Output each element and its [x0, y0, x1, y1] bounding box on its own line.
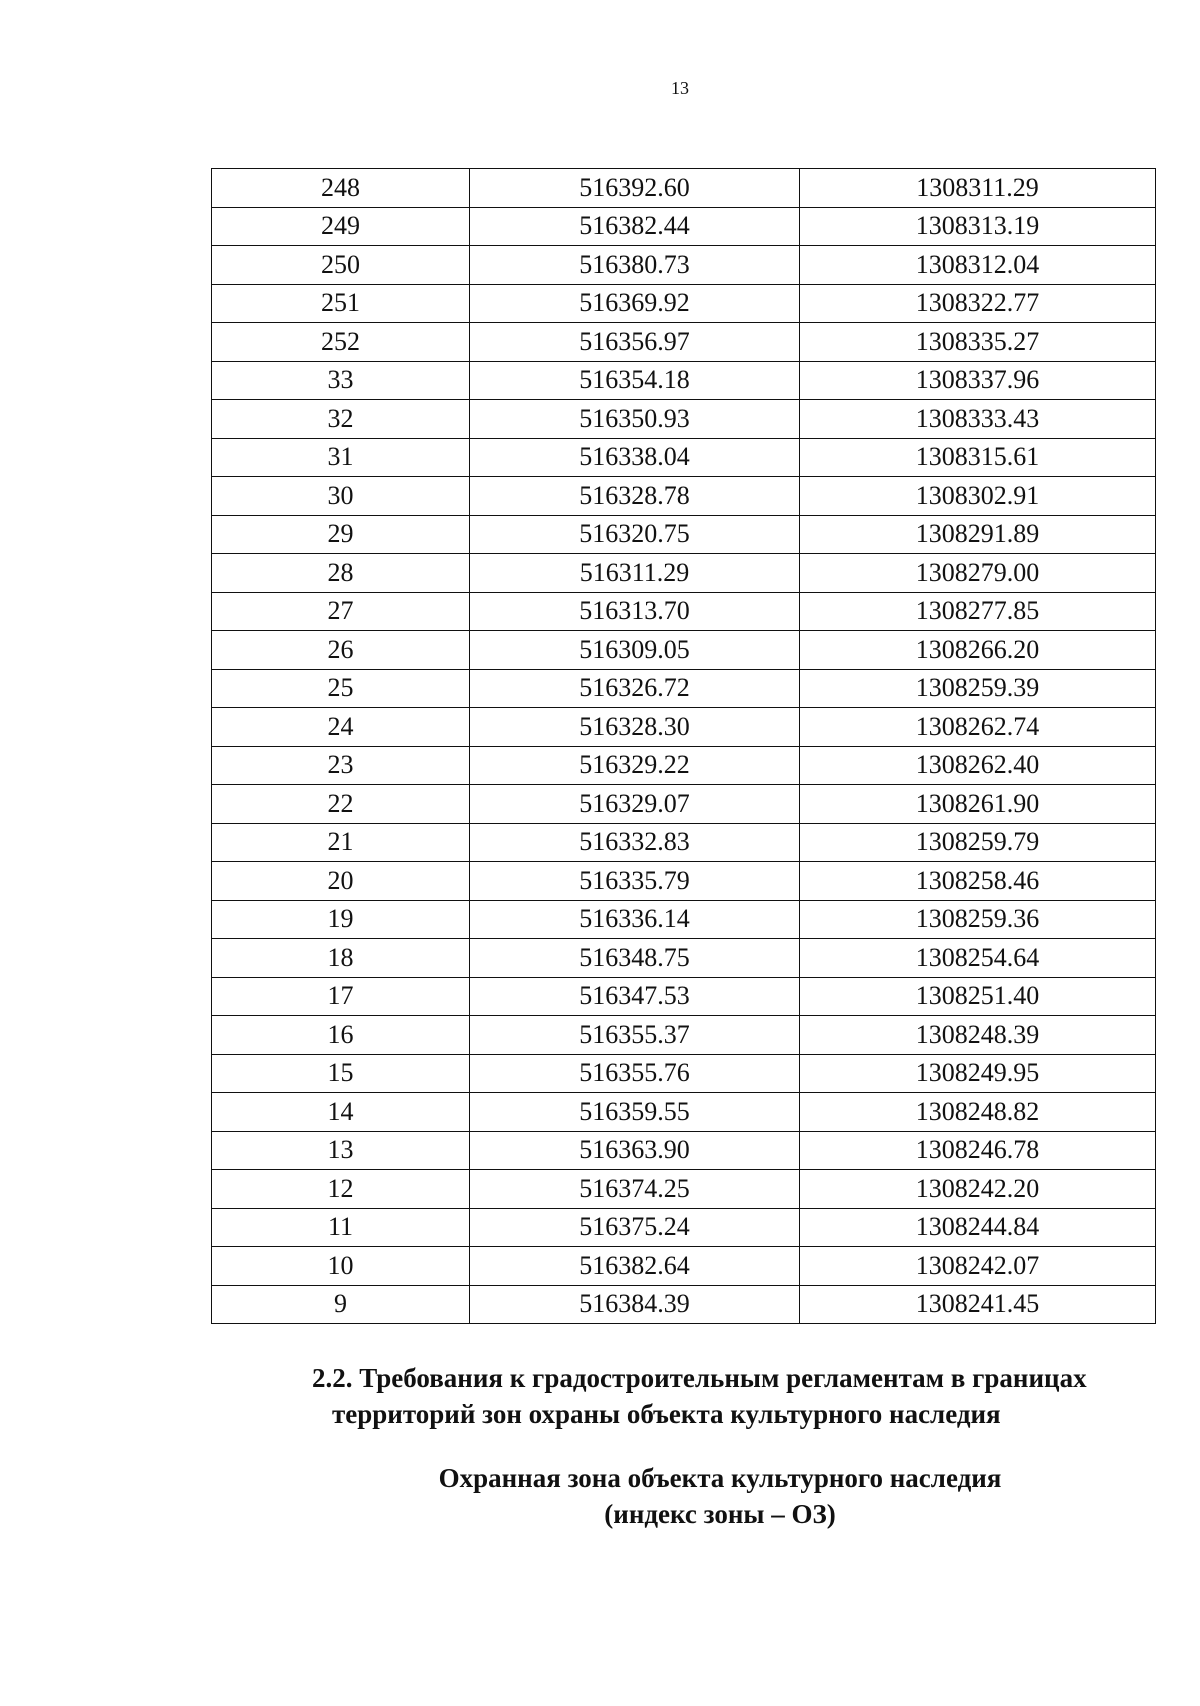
point-number-cell: 31 — [212, 438, 470, 477]
y-coordinate-cell: 1308262.40 — [800, 746, 1156, 785]
coordinates-table-body — [212, 169, 1156, 1324]
point-number-cell: 19 — [212, 900, 470, 939]
point-number-cell: 33 — [212, 361, 470, 400]
table-row — [212, 708, 1156, 747]
point-number-cell: 10 — [212, 1247, 470, 1286]
y-coordinate-cell: 1308242.20 — [800, 1170, 1156, 1209]
x-coordinate-cell: 516309.05 — [470, 631, 800, 670]
point-number-cell: 15 — [212, 1054, 470, 1093]
x-coordinate-cell: 516359.55 — [470, 1093, 800, 1132]
point-number-cell: 21 — [212, 823, 470, 862]
x-coordinate-cell: 516363.90 — [470, 1131, 800, 1170]
table-row — [212, 1285, 1156, 1324]
point-number-cell: 14 — [212, 1093, 470, 1132]
point-number-cell: 9 — [212, 1285, 470, 1324]
x-coordinate-cell: 516355.37 — [470, 1016, 800, 1055]
table-row — [212, 669, 1156, 708]
point-number-cell: 11 — [212, 1208, 470, 1247]
y-coordinate-cell: 1308337.96 — [800, 361, 1156, 400]
table-row — [212, 592, 1156, 631]
point-number-cell: 13 — [212, 1131, 470, 1170]
table-row — [212, 1247, 1156, 1286]
table-row — [212, 1054, 1156, 1093]
point-number-cell: 16 — [212, 1016, 470, 1055]
x-coordinate-cell: 516347.53 — [470, 977, 800, 1016]
table-row — [212, 477, 1156, 516]
table-row — [212, 746, 1156, 785]
page-number: 13 — [671, 78, 689, 98]
point-number-cell: 29 — [212, 515, 470, 554]
x-coordinate-cell: 516350.93 — [470, 400, 800, 439]
y-coordinate-cell: 1308302.91 — [800, 477, 1156, 516]
point-number-cell: 249 — [212, 207, 470, 246]
x-coordinate-cell: 516320.75 — [470, 515, 800, 554]
point-number-cell: 251 — [212, 284, 470, 323]
y-coordinate-cell: 1308248.82 — [800, 1093, 1156, 1132]
table-row — [212, 977, 1156, 1016]
x-coordinate-cell: 516329.22 — [470, 746, 800, 785]
y-coordinate-cell: 1308249.95 — [800, 1054, 1156, 1093]
point-number-cell: 248 — [212, 169, 470, 208]
zone-title — [300, 1460, 1140, 1532]
point-number-cell: 250 — [212, 246, 470, 285]
point-number-cell: 17 — [212, 977, 470, 1016]
section-heading — [312, 1360, 1152, 1432]
y-coordinate-cell: 1308241.45 — [800, 1285, 1156, 1324]
table-row — [212, 823, 1156, 862]
y-coordinate-cell: 1308335.27 — [800, 323, 1156, 362]
x-coordinate-cell: 516354.18 — [470, 361, 800, 400]
table-row — [212, 323, 1156, 362]
y-coordinate-cell: 1308277.85 — [800, 592, 1156, 631]
y-coordinate-cell: 1308279.00 — [800, 554, 1156, 593]
y-coordinate-cell: 1308259.79 — [800, 823, 1156, 862]
y-coordinate-cell: 1308246.78 — [800, 1131, 1156, 1170]
y-coordinate-cell: 1308266.20 — [800, 631, 1156, 670]
y-coordinate-cell: 1308312.04 — [800, 246, 1156, 285]
point-number-cell: 32 — [212, 400, 470, 439]
table-row — [212, 169, 1156, 208]
section-heading-line-2: территорий зон охраны объекта культурного наследия — [332, 1399, 1001, 1429]
y-coordinate-cell: 1308242.07 — [800, 1247, 1156, 1286]
x-coordinate-cell: 516382.64 — [470, 1247, 800, 1286]
x-coordinate-cell: 516382.44 — [470, 207, 800, 246]
table-row — [212, 246, 1156, 285]
table-row — [212, 554, 1156, 593]
y-coordinate-cell: 1308261.90 — [800, 785, 1156, 824]
x-coordinate-cell: 516313.70 — [470, 592, 800, 631]
coordinates-table — [211, 168, 1156, 1324]
x-coordinate-cell: 516329.07 — [470, 785, 800, 824]
x-coordinate-cell: 516392.60 — [470, 169, 800, 208]
table-row — [212, 1131, 1156, 1170]
x-coordinate-cell: 516348.75 — [470, 939, 800, 978]
y-coordinate-cell: 1308311.29 — [800, 169, 1156, 208]
x-coordinate-cell: 516336.14 — [470, 900, 800, 939]
x-coordinate-cell: 516384.39 — [470, 1285, 800, 1324]
x-coordinate-cell: 516335.79 — [470, 862, 800, 901]
table-row — [212, 862, 1156, 901]
table-row — [212, 400, 1156, 439]
table-row — [212, 785, 1156, 824]
x-coordinate-cell: 516355.76 — [470, 1054, 800, 1093]
x-coordinate-cell: 516338.04 — [470, 438, 800, 477]
y-coordinate-cell: 1308258.46 — [800, 862, 1156, 901]
y-coordinate-cell: 1308259.39 — [800, 669, 1156, 708]
x-coordinate-cell: 516328.78 — [470, 477, 800, 516]
point-number-cell: 27 — [212, 592, 470, 631]
y-coordinate-cell: 1308322.77 — [800, 284, 1156, 323]
point-number-cell: 20 — [212, 862, 470, 901]
x-coordinate-cell: 516328.30 — [470, 708, 800, 747]
x-coordinate-cell: 516380.73 — [470, 246, 800, 285]
y-coordinate-cell: 1308333.43 — [800, 400, 1156, 439]
point-number-cell: 252 — [212, 323, 470, 362]
x-coordinate-cell: 516356.97 — [470, 323, 800, 362]
table-row — [212, 1016, 1156, 1055]
y-coordinate-cell: 1308259.36 — [800, 900, 1156, 939]
y-coordinate-cell: 1308291.89 — [800, 515, 1156, 554]
table-row — [212, 1093, 1156, 1132]
point-number-cell: 18 — [212, 939, 470, 978]
table-row — [212, 515, 1156, 554]
table-row — [212, 438, 1156, 477]
point-number-cell: 24 — [212, 708, 470, 747]
x-coordinate-cell: 516311.29 — [470, 554, 800, 593]
table-row — [212, 900, 1156, 939]
y-coordinate-cell: 1308248.39 — [800, 1016, 1156, 1055]
x-coordinate-cell: 516369.92 — [470, 284, 800, 323]
table-row — [212, 361, 1156, 400]
point-number-cell: 23 — [212, 746, 470, 785]
x-coordinate-cell: 516374.25 — [470, 1170, 800, 1209]
zone-title-line-2: (индекс зоны – ОЗ) — [604, 1499, 836, 1529]
table-row — [212, 631, 1156, 670]
y-coordinate-cell: 1308244.84 — [800, 1208, 1156, 1247]
x-coordinate-cell: 516326.72 — [470, 669, 800, 708]
x-coordinate-cell: 516332.83 — [470, 823, 800, 862]
point-number-cell: 26 — [212, 631, 470, 670]
y-coordinate-cell: 1308251.40 — [800, 977, 1156, 1016]
point-number-cell: 12 — [212, 1170, 470, 1209]
point-number-cell: 25 — [212, 669, 470, 708]
y-coordinate-cell: 1308254.64 — [800, 939, 1156, 978]
y-coordinate-cell: 1308315.61 — [800, 438, 1156, 477]
y-coordinate-cell: 1308313.19 — [800, 207, 1156, 246]
table-row — [212, 207, 1156, 246]
table-row — [212, 1170, 1156, 1209]
table-row — [212, 1208, 1156, 1247]
section-heading-line-1: 2.2. Требования к градостроительным регламентам в границах — [312, 1363, 1087, 1393]
table-row — [212, 939, 1156, 978]
point-number-cell: 30 — [212, 477, 470, 516]
point-number-cell: 22 — [212, 785, 470, 824]
x-coordinate-cell: 516375.24 — [470, 1208, 800, 1247]
table-row — [212, 284, 1156, 323]
point-number-cell: 28 — [212, 554, 470, 593]
zone-title-line-1: Охранная зона объекта культурного наследия — [438, 1463, 1002, 1493]
y-coordinate-cell: 1308262.74 — [800, 708, 1156, 747]
